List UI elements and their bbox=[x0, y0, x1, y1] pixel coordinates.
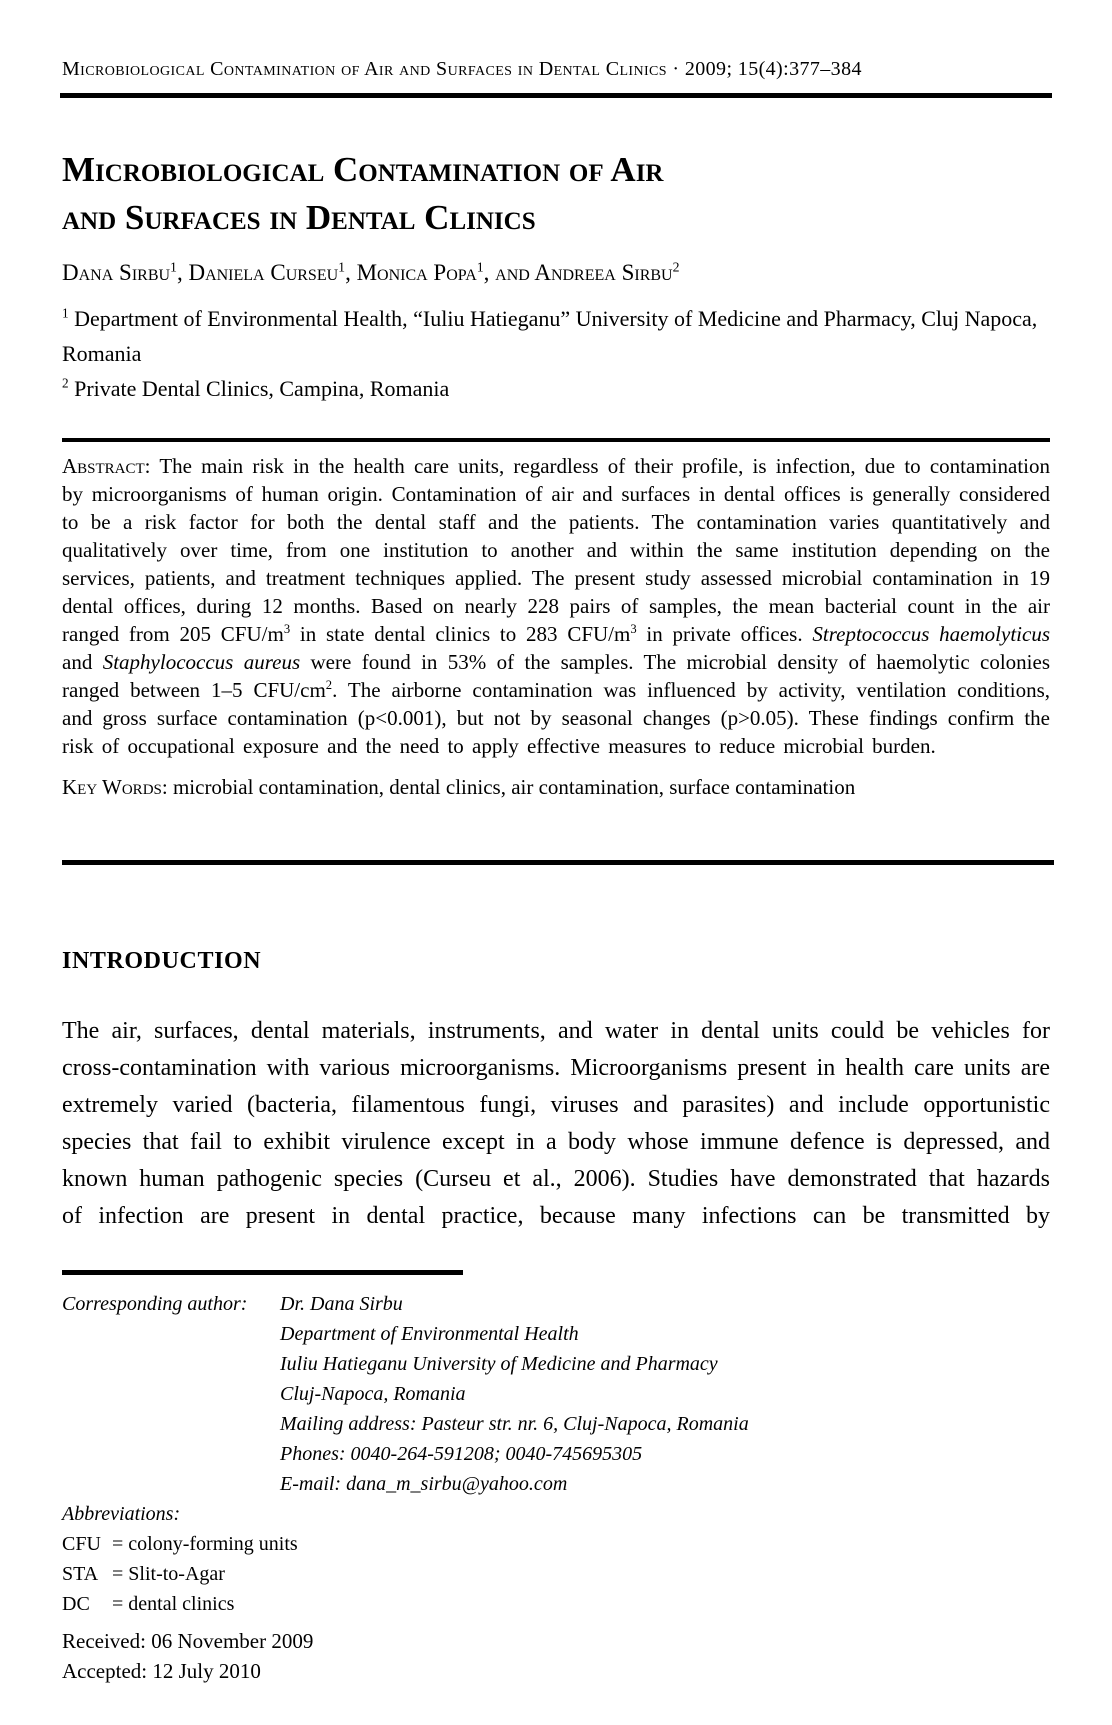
abstract-paragraph bbox=[62, 452, 1050, 760]
affiliation-text: Department of Environmental Health, “Iuliu Hatieganu” University of Medicine and Pharmacy, Cluj Napoca, Romania bbox=[62, 306, 1038, 366]
accepted-line: Accepted: 12 July 2010 bbox=[62, 1659, 261, 1683]
affiliation-text: Private Dental Clinics, Campina, Romania bbox=[74, 376, 450, 401]
introduction-heading: INTRODUCTION bbox=[62, 948, 262, 974]
corresponding-author-block bbox=[62, 1289, 1050, 1499]
corresponding-author-label: Corresponding author: bbox=[62, 1293, 248, 1315]
affiliation-1 bbox=[62, 301, 1050, 371]
footnote-rule bbox=[62, 1270, 463, 1275]
author-superscript: 1 bbox=[338, 259, 346, 275]
affiliation-2 bbox=[62, 371, 1050, 406]
received-line: Received: 06 November 2009 bbox=[62, 1629, 314, 1653]
running-head-citation: · 2009; 15(4):377–384 bbox=[666, 58, 862, 80]
running-head bbox=[62, 57, 1050, 81]
author-name: Andreea Sirbu bbox=[534, 260, 673, 285]
abbreviation-key: DC bbox=[62, 1593, 90, 1615]
abbreviation-definition: = dental clinics bbox=[112, 1593, 235, 1615]
author-superscript: 2 bbox=[672, 259, 680, 275]
abbreviation-definition: = colony-forming units bbox=[112, 1533, 298, 1555]
title-line-1: Microbiological Contamination of Air bbox=[62, 150, 664, 189]
abbreviation-key: STA bbox=[62, 1563, 99, 1585]
author-name: Monica Popa bbox=[356, 260, 477, 285]
abbreviation-key: CFU bbox=[62, 1533, 101, 1555]
affiliation-superscript: 1 bbox=[62, 305, 69, 321]
corresponding-author-line: Cluj-Napoca, Romania bbox=[280, 1383, 466, 1405]
abbreviation-row bbox=[62, 1559, 1050, 1589]
corresponding-author-line: E-mail: dana_m_sirbu@yahoo.com bbox=[280, 1473, 568, 1495]
keywords-label: Key Words: bbox=[62, 775, 168, 799]
affiliations bbox=[62, 301, 1050, 406]
corresponding-author-line: Mailing address: Pasteur str. nr. 6, Cluj-Napoca, Romania bbox=[280, 1413, 749, 1435]
keywords-text: microbial contamination, dental clinics, air contamination, surface contamination bbox=[167, 775, 856, 799]
keywords-line bbox=[62, 773, 1050, 801]
corresponding-author-line: Iuliu Hatieganu University of Medicine and Pharmacy bbox=[280, 1353, 718, 1375]
author-superscript: 1 bbox=[170, 259, 177, 275]
title-line-2: and Surfaces in Dental Clinics bbox=[62, 198, 536, 237]
abbreviation-definition: = Slit-to-Agar bbox=[112, 1563, 225, 1585]
abstract-rule-top bbox=[62, 438, 1050, 442]
received-accepted-block bbox=[62, 1626, 1050, 1686]
article-title bbox=[62, 146, 1050, 242]
abstract-body: The main risk in the health care units, regardless of their profile, is infection, due to contamination by microorganisms of human origin. Contamination of air and surfaces in dental offices is generally considered to be a risk factor for both the dental staff and the patients. The contamination varies quantitatively and qualitatively over time, from one institution to another and within the same institution depending on the services, patients, and treatment techniques applied. The present study assessed microbial contamination in 19 dental offices, during 12 months. Based on nearly 228 pairs of samples, the mean bacterial count in the air ranged from 205 CFU/$m^3$ in state dental clinics to 283 CFU/$m^3$ in private offices. Streptococcus haemolyticus and Staphylococcus aureus were found in 53% of the samples. The microbial density of haemolytic colonies ranged between 1–5 CFU/$cm^2$. The airborne contamination was influenced by activity, ventilation conditions, and gross surface contamination (p<0.001), but not by seasonal changes (p>0.05). These findings confirm the risk of occupational exposure and the need to apply effective measures to reduce microbial burden. bbox=[62, 454, 1051, 758]
author-separator: , and bbox=[483, 260, 535, 285]
footnote-block bbox=[62, 1289, 1050, 1686]
abbreviations-label: Abbreviations: bbox=[62, 1503, 181, 1525]
author-separator: , bbox=[345, 260, 357, 285]
introduction-paragraph: The air, surfaces, dental materials, instruments, and water in dental units could be vehicles for cross-contamination with various microorganisms. Microorganisms present in health care units are extremely varied (bacteria, filamentous fungi, viruses and parasites) and include opportunistic species that fail to exhibit virulence except in a body whose immune defence is depressed, and known human pathogenic species (Curseu et al., 2006). Studies have demonstrated that hazards of infection are present in dental practice, because many infections can be transmitted by bbox=[62, 1018, 1050, 1229]
header-rule bbox=[60, 93, 1052, 98]
abstract-label: Abstract: bbox=[62, 454, 151, 478]
affiliation-superscript: 2 bbox=[62, 375, 69, 391]
abbreviation-row bbox=[62, 1589, 1050, 1619]
corresponding-author-line: Department of Environmental Health bbox=[280, 1323, 579, 1345]
author-separator: , bbox=[176, 260, 189, 285]
author-name: Daniela Curseu bbox=[188, 260, 339, 285]
corresponding-author-details bbox=[280, 1289, 749, 1499]
abbreviation-row bbox=[62, 1529, 1050, 1559]
corresponding-author-line: Dr. Dana Sirbu bbox=[280, 1293, 403, 1315]
author-name: Dana Sirbu bbox=[62, 260, 171, 285]
corresponding-author-line: Phones: 0040-264-591208; 0040-745695305 bbox=[280, 1443, 643, 1465]
abstract-rule-bottom bbox=[62, 860, 1054, 865]
author-superscript: 1 bbox=[476, 259, 484, 275]
running-head-title: Microbiological Contamination of Air and Surfaces in Dental Clinics bbox=[62, 58, 667, 80]
abstract-block bbox=[62, 452, 1050, 801]
authors-line bbox=[62, 259, 1050, 287]
